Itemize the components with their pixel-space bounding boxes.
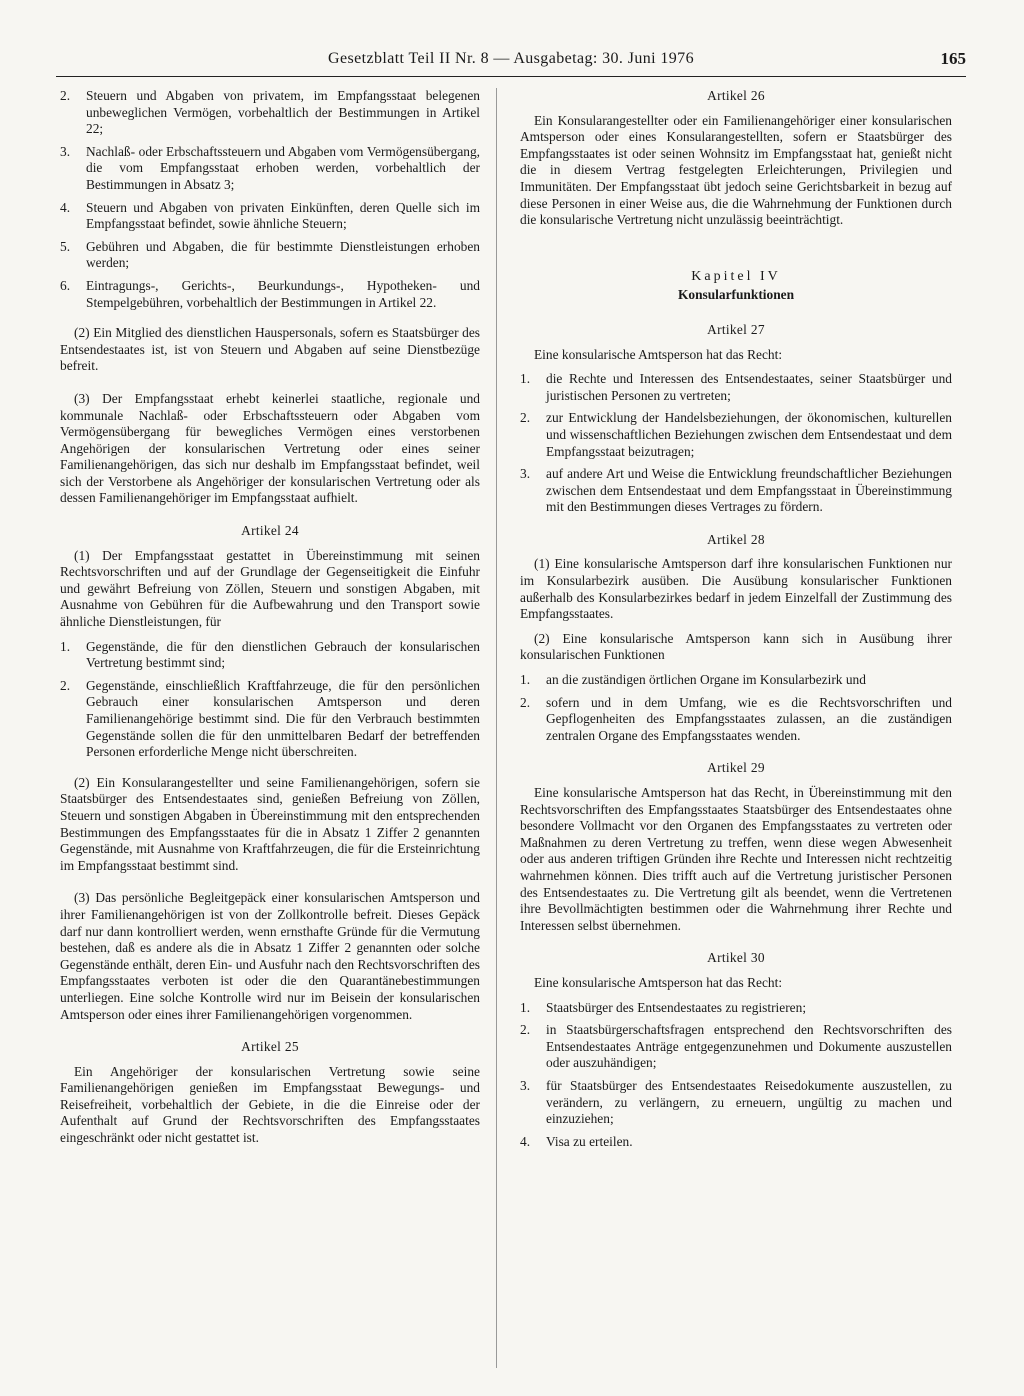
item-text: an die zuständigen örtlichen Organe im Konsularbezirk und — [546, 672, 866, 688]
item-text: zur Entwicklung der Handelsbeziehungen, der ökonomischen, kulturellen und wissenschaftlichen Beziehungen zwischen dem Entsendestaat und dem Empfangsstaat beizutragen; — [546, 410, 952, 459]
article-heading: Artikel 24 — [241, 523, 299, 539]
list-item — [60, 678, 480, 761]
list-item — [520, 1000, 952, 1017]
paragraph: (2) Eine konsularische Amtsperson kann sich in Ausübung ihrer konsularischen Funktionen — [520, 630, 952, 663]
item-number: 5. — [60, 238, 71, 254]
list-item — [60, 278, 480, 311]
list-item — [520, 672, 952, 689]
paragraph: (2) Ein Konsularangestellter und seine Familienangehörigen, sofern sie Staatsbürger des Entsendestaates sind, genießen Befreiung von Zöllen, Steuern und sonstigen Abgaben in Übereinstimmung mit den entsprechenden Bestimmungen des Empfangsstaates für die in Absatz 1 Ziffer 2 genannten Gegenstände, mit Ausnahme von Kraftfahrzeugen, die für die Ersteinrichtung im Empfangsstaat bestimmt sind. — [60, 774, 480, 873]
item-number: 2. — [520, 694, 531, 710]
item-number: 1. — [520, 999, 531, 1015]
paragraph: (2) Ein Mitglied des dienstlichen Hauspersonals, sofern es Staatsbürger des Entsendestaates ist, ist von Steuern und Abgaben auf seine Dienstbezüge befreit. — [60, 325, 480, 374]
item-number: 2. — [520, 1022, 531, 1038]
list-item — [60, 200, 480, 233]
item-text: Gegenstände, die für den dienstlichen Gebrauch der konsularischen Vertretung bestimmt sind; — [86, 638, 480, 671]
list-item — [520, 1078, 952, 1128]
list-item — [520, 1022, 952, 1072]
header-title: Gesetzblatt Teil II Nr. 8 — Ausgabetag: 30. Juni 1976 — [328, 50, 694, 67]
item-text: Gebühren und Abgaben, die für bestimmte Dienstleistungen erhoben werden; — [86, 238, 480, 271]
item-number: 3. — [520, 1077, 531, 1093]
item-number: 2. — [520, 410, 531, 426]
list-item — [60, 239, 480, 272]
item-text: Staatsbürger des Entsendestaates zu registrieren; — [546, 999, 807, 1015]
list-item — [60, 639, 480, 672]
item-text: Steuern und Abgaben von privatem, im Empfangsstaat belegenen unbeweglichen Vermögen, vorbehaltlich der Bestimmungen in Artikel 22; — [86, 88, 480, 137]
list-item — [520, 695, 952, 745]
paragraph: Ein Konsularangestellter oder ein Familienangehöriger einer konsularischen Amtsperson oder eines Konsularangestellten, sofern er Staatsbürger des Empfangsstaates ist oder seinen Wohnsitz im Empfangsstaat hat, genießt nicht die in diesem Vertrag festgelegten Erleichterungen, Privilegien und Immunitäten. Der Empfangsstaat übt jedoch seine Gerichtsbarkeit in bezug auf diese Personen in einer Weise aus, die die Wahrnehmung der Funktionen durch die konsularische Vertretung nicht unzulässig beeinträchtigt. — [520, 112, 952, 228]
item-text: Nachlaß- oder Erbschaftssteuern und Abgaben vom Vermögensübergang, die vom Empfangsstaat erhoben werden, vorbehaltlich der Bestimmungen in Absatz 3; — [86, 143, 480, 192]
item-text: in Staatsbürgerschaftsfragen entsprechend den Rechtsvorschriften des Entsendestaates Anträge entgegenzunehmen und Dokumente auszustellen oder auszuhändigen; — [546, 1022, 952, 1071]
paragraph: (1) Eine konsularische Amtsperson darf ihre konsularischen Funktionen nur im Konsularbezirk ausüben. Die Ausübung konsularischer Funktionen außerhalb des Konsularbezirkes bedarf in jedem Einzelfall der Zustimmung des Empfangsstaates. — [520, 556, 952, 622]
list-item — [520, 466, 952, 516]
list-item — [60, 144, 480, 194]
paragraph: Eine konsularische Amtsperson hat das Recht: — [534, 974, 783, 990]
item-number: 3. — [520, 466, 531, 482]
item-text: sofern und in dem Umfang, wie es die Rechtsvorschriften und Gepflogenheiten des Empfangsstaates zulassen, an die zuständigen zentralen Organe des Empfangsstaates wenden. — [546, 694, 952, 743]
list-item — [520, 371, 952, 404]
item-number: 2. — [60, 88, 71, 103]
item-number: 2. — [60, 677, 71, 693]
chapter-title: Konsularfunktionen — [677, 287, 795, 303]
item-text: auf andere Art und Weise die Entwicklung freundschaftlicher Beziehungen zwischen dem Entsendestaat und dem Empfangsstaat in Übereinstimmung mit den Bestimmungen dieses Vertrages zu fördern. — [546, 466, 952, 515]
item-number: 6. — [60, 277, 71, 293]
item-text: Steuern und Abgaben von privaten Einkünften, deren Quelle sich im Empfangsstaat befindet, sowie ähnliche Steuern; — [86, 199, 480, 232]
chapter-heading: Kapitel IV — [691, 268, 781, 284]
article-heading: Artikel 29 — [707, 760, 765, 776]
list-item — [60, 88, 480, 138]
item-text: Visa zu erteilen. — [546, 1133, 633, 1149]
paragraph: Eine konsularische Amtsperson hat das Recht, in Übereinstimmung mit den Rechtsvorschriften des Empfangsstaates Staatsbürger des Entsendestaates ohne besondere Vollmacht vor den Organen des Empfangsstaates zu vertreten oder Maßnahmen zu deren Vertretung zu treffen, wenn diese wegen Abwesenheit oder aus anderen triftigen Gründen ihre Rechte und Interessen nicht rechtzeitig wahrnehmen können. Dies trifft auch auf die Vertretung juristischer Personen des Entsendestaates zu. Die Vertretung gilt als beendet, wenn die Vertretenen ihre Bevollmächtigten bestimmen oder die Wahrnehmung ihrer Rechte und Interessen selbst übernehmen. — [520, 785, 952, 933]
article-heading: Artikel 26 — [707, 88, 765, 103]
paragraph: Ein Angehöriger der konsularischen Vertretung sowie seine Familienangehörigen genießen im Empfangsstaat Bewegungs- und Reisefreiheit, vorbehaltlich der Gebiete, in die die Einreise oder der Aufenthalt auf Grund der Rechtsvorschriften des Empfangsstaates eingeschränkt oder nicht gestattet ist. — [60, 1063, 480, 1146]
article-heading: Artikel 28 — [707, 531, 765, 547]
item-text: für Staatsbürger des Entsendestaates Reisedokumente auszustellen, zu verändern, zu verlängern, zu erneuern, ungültig zu machen und einzuziehen; — [546, 1077, 952, 1127]
item-number: 4. — [60, 199, 71, 215]
paragraph: (3) Das persönliche Begleitgepäck einer konsularischen Amtsperson und ihrer Familienangehörigen ist von der Zollkontrolle befreit. Dieses Gepäck darf nur dann kontrolliert werden, wenn ernsthafte Gründe für die Vermutung bestehen, daß es andere als die in Absatz 1 Ziffer 2 genannten oder solche Gegenstände enthält, deren Ein- und Ausfuhr nach den Rechtsvorschriften des Empfangsstaates verboten ist oder die den Quarantänebestimmungen unterliegen. Eine solche Kontrolle wird nur im Beisein der konsularischen Amtsperson oder eines ihrer Familienangehörigen vorgenommen. — [60, 890, 480, 1022]
right-column — [520, 88, 952, 1156]
paragraph: (3) Der Empfangsstaat erhebt keinerlei staatliche, regionale und kommunale Nachlaß- oder Erbschaftssteuern oder Abgaben vom Vermögensübergang für bewegliches Vermögen eines verstorbenen Angehörigen der konsularischen Vertretung oder eines seiner Familienangehörigen, das sich nur deshalb im Empfangsstaat befindet, weil sich der Verstorbene als Angehöriger der konsularischen Vertretung oder als dessen Familienangehöriger im Empfangsstaat aufhielt. — [60, 390, 480, 506]
item-text: Eintragungs-, Gerichts-, Beurkundungs-, Hypotheken- und Stempelgebühren, vorbehaltlich der Bestimmungen in Artikel 22. — [86, 277, 480, 310]
item-number: 1. — [520, 371, 531, 387]
item-number: 3. — [60, 143, 71, 159]
article-heading: Artikel 27 — [707, 321, 765, 337]
item-number: 1. — [520, 672, 531, 688]
list-item — [520, 410, 952, 460]
item-text: die Rechte und Interessen des Entsendestaates, seiner Staatsbürger und juristischen Personen zu vertreten; — [546, 371, 952, 403]
paragraph: (1) Der Empfangsstaat gestattet in Übereinstimmung mit seinen Rechtsvorschriften und auf der Grundlage der Gegenseitigkeit die Einfuhr und gewährt Befreiung von Zöllen, Steuern und sonstigen Abgaben, mit Ausnahme von Gebühren für die Aufbewahrung und den Transport sowie ähnliche Dienstleistungen, für — [60, 547, 480, 630]
page-number: 165 — [940, 49, 966, 68]
column-divider — [496, 88, 497, 1368]
page-header — [56, 50, 966, 77]
left-column — [60, 88, 480, 1155]
paragraph: Eine konsularische Amtsperson hat das Recht: — [534, 346, 783, 362]
article-heading: Artikel 30 — [707, 950, 765, 966]
item-number: 4. — [520, 1133, 531, 1149]
item-number: 1. — [60, 638, 71, 654]
article-heading: Artikel 25 — [241, 1039, 299, 1055]
list-item — [520, 1134, 952, 1151]
item-text: Gegenstände, einschließlich Kraftfahrzeuge, die für den persönlichen Gebrauch einer konsularischen Amtsperson und deren Familienangehörige bestimmt sind. Die für den Verbrauch bestimmten Gegenstände sollen die für den unmittelbaren Bedarf der betreffenden Personen erforderliche Menge nicht überschreiten. — [86, 677, 480, 760]
